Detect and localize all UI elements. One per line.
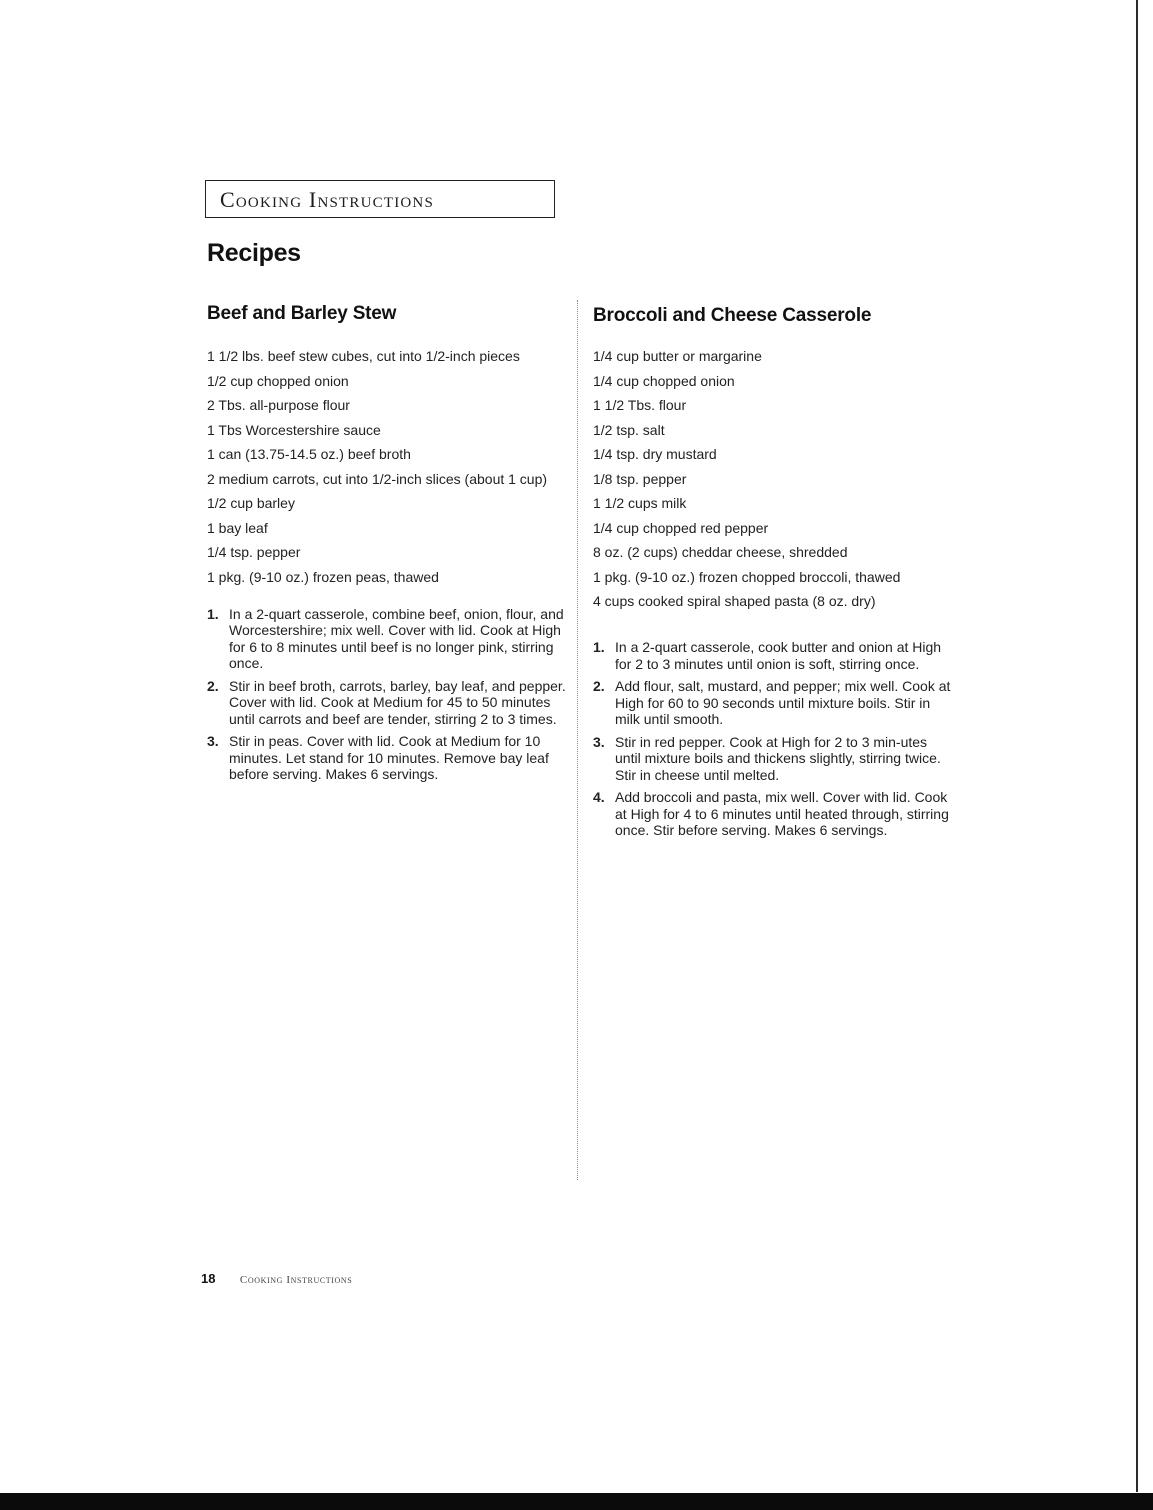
- step-item: [207, 606, 567, 672]
- step-text: Stir in beef broth, carrots, barley, bay leaf, and pepper. Cover with lid. Cook at Medium for 45 to 50 minutes until carrots and beef are tender, stirring 2 to 3 times.: [229, 677, 566, 727]
- page-footer: [201, 1270, 352, 1288]
- step-item: [593, 734, 953, 784]
- ingredient-item: 1 1/2 cups milk: [593, 495, 687, 511]
- step-text: In a 2-quart casserole, cook butter and onion at High for 2 to 3 minutes until onion is soft, stirring once.: [615, 639, 942, 672]
- scan-bottom-band: [0, 1493, 1153, 1510]
- ingredient-item: 1/4 tsp. pepper: [207, 544, 301, 560]
- ingredient-item: 1 1/2 Tbs. flour: [593, 397, 687, 413]
- ingredient-item: 2 Tbs. all-purpose flour: [207, 397, 350, 413]
- ingredient-item: 4 cups cooked spiral shaped pasta (8 oz. dry): [593, 593, 876, 609]
- step-item: [207, 733, 567, 783]
- ingredient-list: [593, 348, 953, 610]
- column-divider: [577, 300, 578, 1180]
- page-right-edge: [1136, 0, 1138, 1492]
- section-header-box: [205, 180, 555, 218]
- ingredient-item: 1 Tbs Worcestershire sauce: [207, 421, 381, 438]
- step-number: 2.: [207, 677, 219, 694]
- step-number: 1.: [207, 605, 219, 622]
- step-text: Add broccoli and pasta, mix well. Cover with lid. Cook at High for 4 to 6 minutes until heated through, stirring once. Stir before serving. Makes 6 servings.: [615, 789, 949, 838]
- step-text: Add flour, salt, mustard, and pepper; mix well. Cook at High for 60 to 90 seconds until mixture boils. Stir in milk until smooth.: [615, 678, 951, 727]
- step-text: Stir in red pepper. Cook at High for 2 to 3 min-utes until mixture boils and thickens slightly, stirring twice. Stir in cheese until melted.: [615, 733, 941, 783]
- ingredient-item: 1/4 cup butter or margarine: [593, 348, 762, 364]
- ingredient-item: 1/2 tsp. salt: [593, 421, 665, 438]
- ingredient-item: 1 pkg. (9-10 oz.) frozen peas, thawed: [207, 568, 439, 585]
- step-item: [207, 678, 567, 728]
- step-text: In a 2-quart casserole, combine beef, onion, flour, and Worcestershire; mix well. Cover with lid. Cook at High for 6 to 8 minutes until beef is no longer pink, stirring once.: [229, 605, 564, 671]
- page-heading: Recipes: [207, 239, 301, 267]
- section-title: Cooking Instructions: [220, 187, 435, 212]
- ingredient-list: [207, 348, 567, 586]
- ingredient-item: 1/4 cup chopped red pepper: [593, 519, 769, 536]
- recipe-title: Broccoli and Cheese Casserole: [593, 305, 872, 326]
- step-list: [593, 639, 953, 839]
- ingredient-item: 8 oz. (2 cups) cheddar cheese, shredded: [593, 544, 848, 560]
- recipe-broccoli-cheese-casserole: [593, 304, 953, 845]
- step-number: 4.: [593, 789, 605, 805]
- ingredient-item: 1/2 cup barley: [207, 495, 295, 511]
- step-item: [593, 789, 953, 839]
- step-number: 1.: [593, 639, 605, 655]
- step-number: 2.: [593, 678, 605, 694]
- ingredient-item: 1 1/2 lbs. beef stew cubes, cut into 1/2-inch pieces: [207, 348, 520, 364]
- ingredient-item: 1 can (13.75-14.5 oz.) beef broth: [207, 446, 411, 462]
- step-number: 3.: [207, 733, 219, 749]
- footer-section-title: Cooking Instructions: [239, 1274, 353, 1286]
- step-number: 3.: [593, 733, 605, 750]
- step-list: [207, 606, 567, 783]
- recipe-title: Beef and Barley Stew: [207, 303, 397, 324]
- ingredient-item: 1/4 cup chopped onion: [593, 372, 735, 389]
- step-item: [593, 639, 953, 672]
- ingredient-item: 1/2 cup chopped onion: [207, 372, 349, 389]
- ingredient-item: 1 pkg. (9-10 oz.) frozen chopped broccoli, thawed: [593, 568, 901, 585]
- step-item: [593, 678, 953, 728]
- ingredient-item: 1/4 tsp. dry mustard: [593, 446, 717, 462]
- ingredient-item: 1 bay leaf: [207, 519, 268, 536]
- page-number: 18: [201, 1271, 216, 1286]
- step-text: Stir in peas. Cover with lid. Cook at Medium for 10 minutes. Let stand for 10 minutes. Remove bay leaf before serving. Makes 6 servings.: [229, 733, 549, 782]
- ingredient-item: 2 medium carrots, cut into 1/2-inch slices (about 1 cup): [207, 470, 548, 487]
- recipe-beef-barley-stew: [207, 302, 567, 789]
- ingredient-item: 1/8 tsp. pepper: [593, 470, 687, 487]
